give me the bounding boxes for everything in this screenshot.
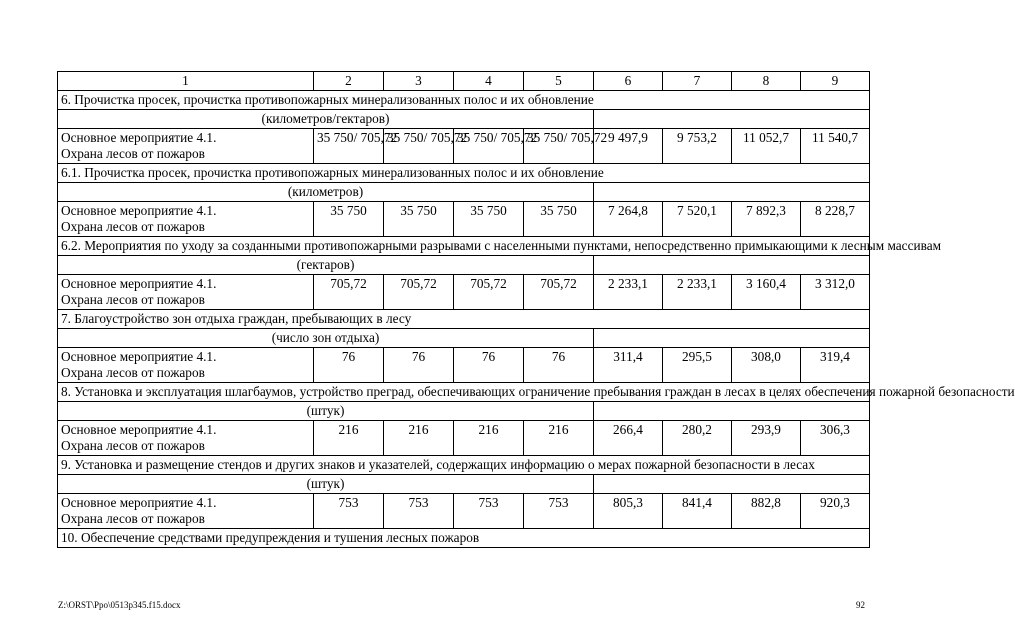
value-cell: 11 540,7 [801,129,870,164]
value-cell: 216 [314,421,384,456]
unit-row [58,256,870,275]
section-title: 6.2. Мероприятия по уходу за созданными противопожарными разрывами с населенными пунктами, непосредственно примыкающими к лесным массивам [58,237,870,256]
value-cell: 216 [454,421,524,456]
value-cell: 9 497,9 [594,129,663,164]
value-cell: 280,2 [663,421,732,456]
value-cell: 2 233,1 [663,275,732,310]
value-cell: 76 [314,348,384,383]
value-cell: 841,4 [663,494,732,529]
unit-row-blank [594,329,870,348]
data-row [58,421,870,456]
value-cell: 216 [384,421,454,456]
value-cell: 35 750 [524,202,594,237]
footer-file-path: Z:\ORST\Ppo\0513p345.f15.docx [58,600,181,610]
section-title-row [58,456,870,475]
value-cell: 753 [384,494,454,529]
section-title-row [58,164,870,183]
value-cell: 7 892,3 [732,202,801,237]
unit-row-blank [594,402,870,421]
value-cell: 805,3 [594,494,663,529]
row-label [58,275,314,310]
value-cell: 319,4 [801,348,870,383]
data-row [58,202,870,237]
value-cell: 35 750/ 705,72 [314,129,384,164]
section-title: 6. Прочистка просек, прочистка противопожарных минерализованных полос и их обновление [58,91,870,110]
data-row [58,494,870,529]
value-cell: 705,72 [454,275,524,310]
unit-label: (километров/гектаров) [58,110,594,129]
unit-row [58,110,870,129]
unit-row-blank [594,183,870,202]
value-cell: 306,3 [801,421,870,456]
unit-label: (число зон отдыха) [58,329,594,348]
value-cell: 9 753,2 [663,129,732,164]
column-number: 1 [58,72,314,91]
value-cell: 311,4 [594,348,663,383]
section-title: 8. Установка и эксплуатация шлагбаумов, устройство преград, обеспечивающих ограничение пребывания граждан в лесах в целях обеспечения пожарной безопасности [58,383,870,402]
unit-label: (километров) [58,183,594,202]
value-cell: 35 750 [454,202,524,237]
measures-table [57,71,1015,548]
value-cell: 266,4 [594,421,663,456]
value-cell: 295,5 [663,348,732,383]
row-label-line1: Основное мероприятие 4.1. [61,203,217,218]
value-cell: 753 [314,494,384,529]
column-number: 6 [594,72,663,91]
row-label [58,421,314,456]
unit-label: (штук) [58,475,594,494]
unit-row [58,183,870,202]
row-label-line1: Основное мероприятие 4.1. [61,495,217,510]
value-cell: 308,0 [732,348,801,383]
value-cell: 11 052,7 [732,129,801,164]
value-cell: 35 750 [314,202,384,237]
value-cell: 35 750 [384,202,454,237]
row-label-line2: Охрана лесов от пожаров [61,292,205,307]
value-cell: 76 [524,348,594,383]
unit-label: (штук) [58,402,594,421]
value-cell: 705,72 [524,275,594,310]
value-cell: 753 [524,494,594,529]
value-cell: 293,9 [732,421,801,456]
unit-row [58,329,870,348]
section-title-row [58,383,870,402]
row-label-line2: Охрана лесов от пожаров [61,146,205,161]
value-cell: 3 160,4 [732,275,801,310]
row-label-line2: Охрана лесов от пожаров [61,219,205,234]
unit-row [58,402,870,421]
value-cell: 76 [384,348,454,383]
row-label-line1: Основное мероприятие 4.1. [61,276,217,291]
section-title: 7. Благоустройство зон отдыха граждан, пребывающих в лесу [58,310,870,329]
column-number-row [58,72,870,91]
value-cell: 76 [454,348,524,383]
column-number: 3 [384,72,454,91]
value-cell: 35 750/ 705,72 [524,129,594,164]
value-cell: 920,3 [801,494,870,529]
column-number: 5 [524,72,594,91]
row-label-line2: Охрана лесов от пожаров [61,438,205,453]
value-cell: 705,72 [384,275,454,310]
value-cell: 705,72 [314,275,384,310]
data-row [58,275,870,310]
row-label-line1: Основное мероприятие 4.1. [61,422,217,437]
data-row [58,129,870,164]
section-title-row [58,529,870,548]
value-cell: 753 [454,494,524,529]
value-cell: 3 312,0 [801,275,870,310]
value-cell: 2 233,1 [594,275,663,310]
section-title: 6.1. Прочистка просек, прочистка противопожарных минерализованных полос и их обновление [58,164,870,183]
row-label-line1: Основное мероприятие 4.1. [61,130,217,145]
unit-row-blank [594,256,870,275]
row-label [58,202,314,237]
value-cell: 35 750/ 705,72 [454,129,524,164]
unit-row-blank [594,475,870,494]
column-number: 8 [732,72,801,91]
value-cell: 882,8 [732,494,801,529]
value-cell: 35 750/ 705,72 [384,129,454,164]
section-title-row [58,310,870,329]
row-label-line2: Охрана лесов от пожаров [61,365,205,380]
column-number: 7 [663,72,732,91]
column-number: 9 [801,72,870,91]
data-row [58,348,870,383]
row-label [58,494,314,529]
section-title-row [58,91,870,110]
column-number: 2 [314,72,384,91]
column-number: 4 [454,72,524,91]
section-title-row [58,237,870,256]
value-cell: 8 228,7 [801,202,870,237]
row-label-line2: Охрана лесов от пожаров [61,511,205,526]
value-cell: 7 264,8 [594,202,663,237]
value-cell: 216 [524,421,594,456]
section-title: 9. Установка и размещение стендов и других знаков и указателей, содержащих информацию о мерах пожарной безопасности в лесах [58,456,870,475]
row-label [58,129,314,164]
unit-row [58,475,870,494]
unit-row-blank [594,110,870,129]
row-label-line1: Основное мероприятие 4.1. [61,349,217,364]
footer-page-number: 92 [856,600,865,610]
section-title: 10. Обеспечение средствами предупреждения и тушения лесных пожаров [58,529,870,548]
row-label [58,348,314,383]
unit-label: (гектаров) [58,256,594,275]
value-cell: 7 520,1 [663,202,732,237]
